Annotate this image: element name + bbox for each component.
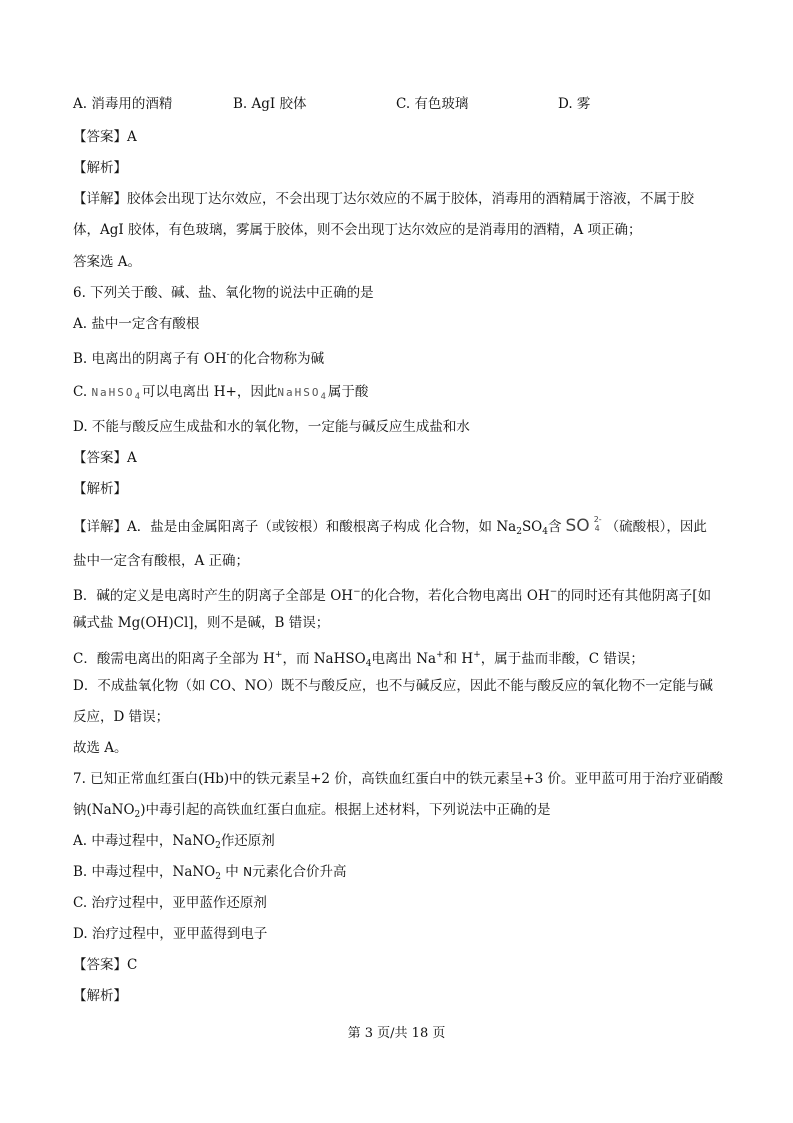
q6-formula-1-main: NaHSO bbox=[91, 386, 135, 399]
q6-detail-a-han: 含 bbox=[548, 519, 562, 535]
q6-detail-c-mid-3: 和 H bbox=[443, 651, 474, 667]
q6-detail-c bbox=[73, 645, 644, 674]
q7-stem-2-sub: 2 bbox=[134, 810, 141, 820]
q6-detail-a-sub4: 4 bbox=[542, 527, 548, 537]
q5-option-a: A. 消毒用的酒精 bbox=[73, 96, 173, 112]
q6-detail-c-sub: 4 bbox=[365, 659, 372, 669]
q6-conclusion: 故选 A。 bbox=[73, 740, 128, 756]
q6-option-c bbox=[73, 382, 368, 407]
q6-detail-c-charge-2: + bbox=[436, 650, 444, 660]
q6-option-c-formula-1 bbox=[91, 386, 142, 402]
q6-detail-d-line-1: D．不成盐氧化物（如 CO、NO）既不与酸反应，也不与碱反应，因此不能与酸反应的氧化物不一定能与碱 bbox=[73, 678, 713, 694]
q5-option-b: B. AgI 胶体 bbox=[233, 96, 307, 112]
q6-option-d: D. 不能与酸反应生成盐和水的氧化物，一定能与碱反应生成盐和水 bbox=[73, 419, 470, 435]
q6-detail-c-charge-3: + bbox=[473, 650, 481, 660]
q5-answer: 【答案】A bbox=[73, 129, 137, 145]
q6-answer: 【答案】A bbox=[73, 450, 137, 466]
q7-option-b-text: B. 中毒过程中，NaNO bbox=[73, 864, 216, 880]
q6-detail-b-charge-2: − bbox=[549, 587, 558, 597]
q6-option-b-text-end: 的化合物称为碱 bbox=[229, 351, 325, 367]
q7-option-c: C. 治疗过程中，亚甲蓝作还原剂 bbox=[73, 895, 267, 911]
q7-option-a-end: 作还原剂 bbox=[220, 833, 275, 849]
q6-option-c-end: 属于酸 bbox=[327, 384, 369, 400]
q7-stem-2-end: )中毒引起的高铁血红蛋白血症。根据上述材料，下列说法中正确的是 bbox=[140, 802, 551, 818]
q6-stem: 6. 下列关于酸、碱、盐、氧化物的说法中正确的是 bbox=[73, 285, 374, 301]
q7-stem-line-2 bbox=[73, 800, 551, 825]
q7-option-b-end: 元素化合价升高 bbox=[252, 864, 347, 880]
q6-detail-a-so: SO bbox=[521, 519, 543, 535]
q7-option-a bbox=[73, 831, 275, 856]
q6-option-b-charge: - bbox=[226, 350, 230, 360]
q6-detail-c-charge-1: + bbox=[274, 650, 283, 660]
q7-stem-2-text: 钠(NaNO bbox=[73, 802, 135, 818]
q6-detail-a-end: （硫酸根），因此 bbox=[605, 519, 707, 535]
q7-option-b-nitrogen: N bbox=[243, 865, 253, 879]
q6-detail-a-line-2: 盐中一定含有酸根，A 正确； bbox=[73, 553, 250, 569]
q7-option-b bbox=[73, 862, 347, 887]
q6-option-b-text: B. 电离出的阴离子有 OH bbox=[73, 351, 227, 367]
q7-answer: 【答案】C bbox=[73, 957, 138, 973]
q6-detail-b-line-2: 碱式盐 Mg(OH)Cl]，则不是碱，B 错误； bbox=[73, 615, 330, 631]
q6-detail-b-middle: 的化合物，若化合物电离出 OH bbox=[360, 588, 550, 604]
q5-option-d: D. 雾 bbox=[558, 96, 591, 112]
q7-option-b-sub: 2 bbox=[215, 872, 221, 882]
q6-option-c-formula-2 bbox=[277, 386, 328, 402]
q5-analysis-label: 【解析】 bbox=[73, 160, 127, 176]
q6-detail-d-line-2: 反应，D 错误； bbox=[73, 709, 170, 725]
q6-option-b bbox=[73, 345, 324, 369]
q5-detail-line-2: 体，AgI 胶体，有色玻璃，雾属于胶体，则不会出现丁达尔效应的是消毒用的酒精，A 项正确； bbox=[73, 222, 642, 238]
q6-detail-c-end: ，属于盐而非酸，C 错误； bbox=[480, 651, 644, 667]
q6-option-c-middle: 可以电离出 H+，因此 bbox=[141, 384, 278, 400]
q6-formula-2-sub: 4 bbox=[320, 392, 328, 402]
q6-detail-b-charge-1: − bbox=[353, 587, 361, 597]
q6-detail-b-end: 的同时还有其他阴离子[如 bbox=[557, 588, 712, 604]
q7-option-a-text: A. 中毒过程中，NaNO bbox=[73, 833, 216, 849]
q6-detail-c-mid-2: 电离出 Na bbox=[371, 651, 437, 667]
q6-detail-b-line-1 bbox=[73, 582, 711, 606]
q6-formula-1-sub: 4 bbox=[134, 392, 142, 402]
q7-analysis-label: 【解析】 bbox=[73, 988, 127, 1004]
q7-stem-line-1: 7. 已知正常血红蛋白(Hb)中的铁元素呈+2 价，高铁血红蛋白中的铁元素呈+3 价。亚甲蓝可用于治疗亚硝酸 bbox=[73, 771, 724, 787]
sulfate-charge: 2- bbox=[593, 515, 602, 524]
q5-detail-line-1: 【详解】胶体会出现丁达尔效应，不会出现丁达尔效应的不属于胶体，消毒用的酒精属于溶液，不属于胶 bbox=[73, 191, 694, 207]
q5-options bbox=[73, 94, 713, 114]
q6-formula-2-main: NaHSO bbox=[277, 386, 321, 399]
q6-detail-c-mid-1: ，而 NaHSO bbox=[282, 651, 366, 667]
sulfate-ion-formula bbox=[566, 516, 602, 536]
q7-option-d: D. 治疗过程中，亚甲蓝得到电子 bbox=[73, 926, 268, 942]
q6-detail-b-text: B．碱的定义是电离时产生的阴离子全部是 OH bbox=[73, 588, 354, 604]
page-footer: 第 3 页/共 18 页 bbox=[347, 1026, 446, 1041]
q7-option-a-sub: 2 bbox=[215, 841, 221, 851]
q6-detail-a-sub2: 2 bbox=[516, 527, 522, 537]
q7-option-b-mid: 中 bbox=[220, 864, 244, 880]
q6-detail-c-text: C．酸需电离出的阳离子全部为 H bbox=[73, 651, 275, 667]
q5-option-c: C. 有色玻璃 bbox=[396, 96, 469, 112]
q6-option-c-label: C. bbox=[73, 384, 92, 400]
q6-detail-a-text: 【详解】A．盐是由金属阳离子（或铵根）和酸根离子构成 化合物，如 Na bbox=[73, 519, 517, 535]
q6-analysis-label: 【解析】 bbox=[73, 481, 127, 497]
q5-conclusion: 答案选 A。 bbox=[73, 254, 142, 270]
sulfate-main: SO bbox=[565, 516, 590, 536]
sulfate-subscript: 4 bbox=[594, 524, 600, 533]
q6-detail-a-line-1 bbox=[73, 516, 707, 542]
q6-option-a: A. 盐中一定含有酸根 bbox=[73, 316, 200, 332]
